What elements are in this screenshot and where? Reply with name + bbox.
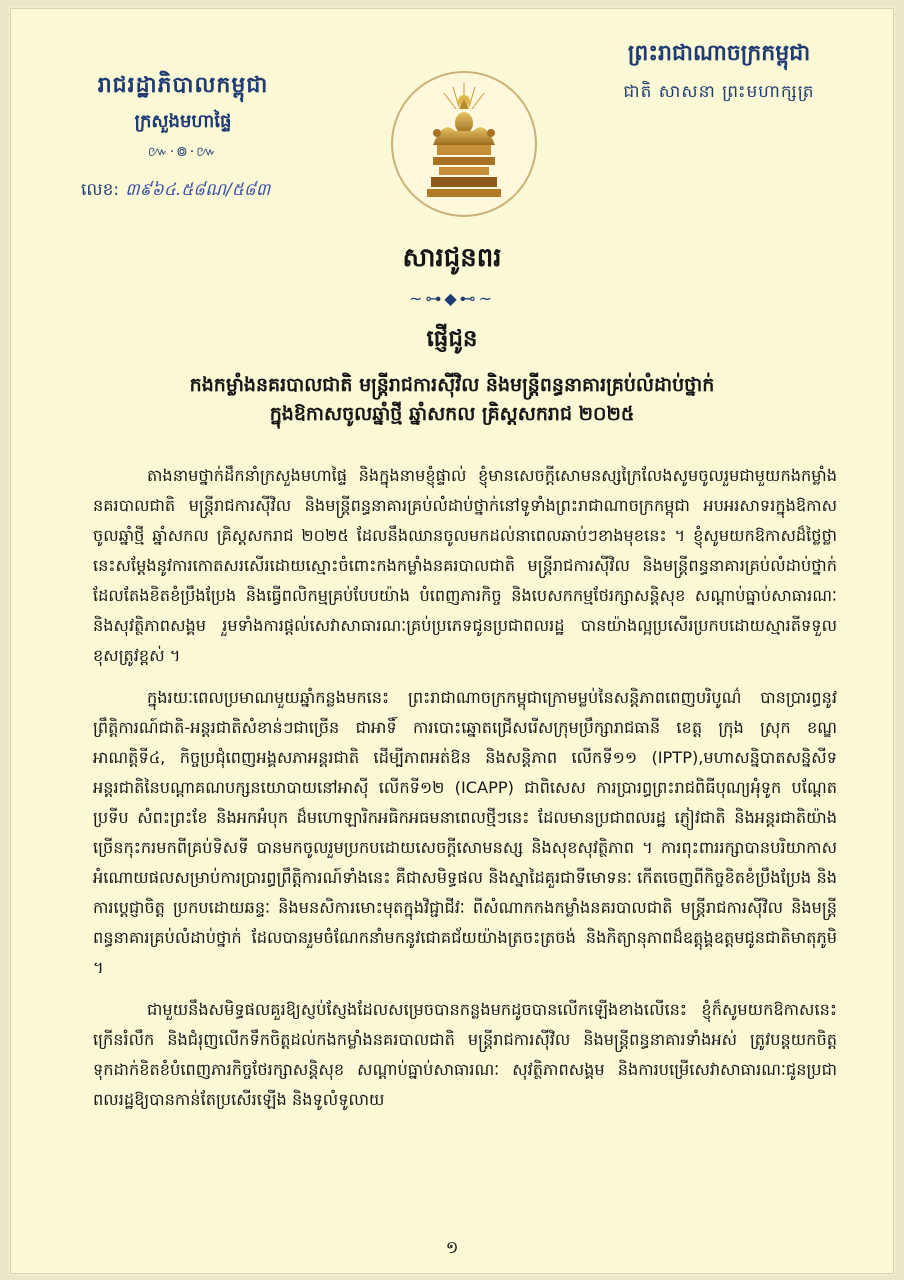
- subtitle: ផ្ញើជូន: [426, 326, 478, 352]
- page-number: ១: [445, 1238, 459, 1258]
- page-title: សារជូនពរ: [402, 243, 502, 273]
- paragraph: តាងនាមថ្នាក់ដឹកនាំក្រសួងមហាផ្ទៃ និងក្នុងនាមខ្ញុំផ្ទាល់ ខ្ញុំមានសេចក្តីសោមនស្សក្រៃលែងសូមចូលរួមជាមួយកងកម្លាំងនគរបាលជាតិ មន្ត្រីរាជការស៊ីវិល និងមន្ត្រីពន្ធនាគារគ្រប់លំដាប់ថ្នាក់នៅទូទាំងព្រះរាជាណាចក្រកម្ពុជា អបអរសាទរក្នុងឱកាសចូលឆ្នាំថ្មី ឆ្នាំសកល គ្រិស្តសករាជ ២០២៥ ដែលនឹងឈានចូលមកដល់នាពេលឆាប់ៗខាងមុខនេះ ។ ខ្ញុំសូមយកឱកាសដ៏ថ្លៃថ្លានេះសម្តែងនូវការកោតសរសើរដោយស្មោះចំពោះកងកម្លាំងនគរបាលជាតិ មន្ត្រីរាជការស៊ីវិល និងមន្ត្រីពន្ធនាគារគ្រប់លំដាប់ថ្នាក់ ដែលតែងខិតខំប្រឹងប្រែង និងធ្វើពលិកម្មគ្រប់បែបយ៉ាង បំពេញភារកិច្ច និងបេសកកម្មថែរក្សាសន្តិសុខ សណ្តាប់ធ្នាប់សាធារណៈ និងសុវត្ថិភាពសង្គម រួមទាំងការផ្តល់សេវាសាធារណៈគ្រប់ប្រភេទជូនប្រជាពលរដ្ឋ បានយ៉ាងល្អប្រសើរប្រកបដោយស្មារតីទទួលខុសត្រូវខ្ពស់ ។: [93, 466, 837, 665]
- recipient-heading: [71, 371, 833, 430]
- ornament-divider-icon: ៚·៙·៚: [147, 144, 219, 160]
- paragraph: ក្នុងរយៈពេលប្រមាណមួយឆ្នាំកន្លងមកនេះ ព្រះរាជាណាចក្រកម្ពុជាក្រោមម្លប់នៃសន្តិភាពពេញបរិបូណ៌ បានប្រារព្ធនូវព្រឹត្តិការណ៍ជាតិ-អន្តរជាតិសំខាន់ៗជាច្រើន ជាអាទិ៍ ការបោះឆ្នោតជ្រើសរើសក្រុមប្រឹក្សារាជធានី ខេត្ត ក្រុង ស្រុក ខណ្ឌ អាណត្តិទី៤, កិច្ចប្រជុំពេញអង្គសភាអន្តរជាតិ ដើម្បីភាពអត់ឱន និងសន្តិភាព លើកទី១១ (IPTP),មហាសន្និបាតសន្និសីទអន្តរជាតិនៃបណ្តាគណបក្សនយោបាយនៅអាស៊ី លើកទី១២ (ICAPP) ជាពិសេស ការប្រារព្ធព្រះរាជពិធីបុណ្យអុំទូក បណ្តែតប្រទីប សំពះព្រះខែ និងអកអំបុក ដ៏មហោឡារិកអធិកអធមនាពេលថ្មីៗនេះ ដែលមានប្រជាពលរដ្ឋ ភ្ញៀវជាតិ និងអន្តរជាតិយ៉ាងច្រើនកុះករមកពីគ្រប់ទិសទី បានមកចូលរួមប្រកបដោយសេចក្តីសោមនស្ស និងសុខសុវត្ថិភាព ។ ការពុះពាររក្សាបានបរិយាកាសអំណោយផលសម្រាប់ការប្រារព្ធព្រឹត្តិការណ៍ទាំងនេះ គឺជាសមិទ្ធផល និងស្នាដៃគួរជាទីមោទនៈ កើតចេញពីកិច្ចខិតខំប្រឹងប្រែង និងការប្តេជ្ញាចិត្ត ប្រកបដោយឆន្ទៈ និងមនសិការមោះមុតក្នុងវិជ្ជាជីវៈ ពីសំណាកកងកម្លាំងនគរបាលជាតិ មន្ត្រីរាជការស៊ីវិល និងមន្ត្រីពន្ធនាគារគ្រប់លំដាប់ថ្នាក់ ដែលបានរួមចំណែកនាំមកនូវជោគជ័យយ៉ាងត្រចះត្រចង់ និងកិត្យានុភាពដ៏ឧត្តុង្គឧត្តមជូនជាតិមាតុភូមិ ។: [93, 688, 837, 977]
- letter-body: [93, 461, 837, 1127]
- title-divider-icon: ~⊶◆⊷~: [408, 289, 496, 308]
- reference-value: ៣៩៦៤.៥៨ណ/៥៨៣: [125, 180, 271, 200]
- ministry-header: [63, 71, 303, 163]
- reference-label: លេខ:: [81, 180, 120, 200]
- kingdom-name: ព្រះរាជាណាចក្រកម្ពុជា: [627, 41, 811, 66]
- royal-throne-emblem-icon: [391, 71, 537, 217]
- national-motto: ជាតិ សាសនា ព្រះមហាក្សត្រ: [623, 82, 815, 102]
- recipient-line-2: ក្នុងឱកាសចូលឆ្នាំថ្មី ឆ្នាំសកល គ្រិស្តសករាជ ២០២៥: [269, 403, 635, 426]
- document-page: [10, 8, 894, 1274]
- reference-number: [81, 179, 270, 204]
- kingdom-header: [589, 39, 849, 106]
- ministry-name: ក្រសួងមហាផ្ទៃ: [134, 111, 232, 132]
- government-name: រាជរដ្ឋាភិបាលកម្ពុជា: [97, 73, 269, 98]
- paragraph: ជាមួយនឹងសមិទ្ធផលគួរឱ្យស្ញប់ស្ញែងដែលសម្រេចបានកន្លងមកដូចបានលើកឡើងខាងលើនេះ ខ្ញុំក៏សូមយកឱកាសនេះ ក្រើនរំលឹក និងជំរុញលើកទឹកចិត្តដល់កងកម្លាំងនគរបាលជាតិ មន្ត្រីរាជការស៊ីវិល និងមន្ត្រីពន្ធនាគារទាំងអស់ ត្រូវបន្តយកចិត្តទុកដាក់ខិតខំបំពេញភារកិច្ចថែរក្សាសន្តិសុខ សណ្តាប់ធ្នាប់សាធារណៈ សុវត្ថិភាពសង្គម និងការបម្រើសេវាសាធារណៈជូនប្រជាពលរដ្ឋឱ្យបានកាន់តែប្រសើរឡើង និងទូលំទូលាយ: [93, 1000, 837, 1109]
- recipient-line-1: កងកម្លាំងនគរបាលជាតិ មន្ត្រីរាជការស៊ីវិល និងមន្ត្រីពន្ធនាគារគ្រប់លំដាប់ថ្នាក់: [189, 374, 715, 396]
